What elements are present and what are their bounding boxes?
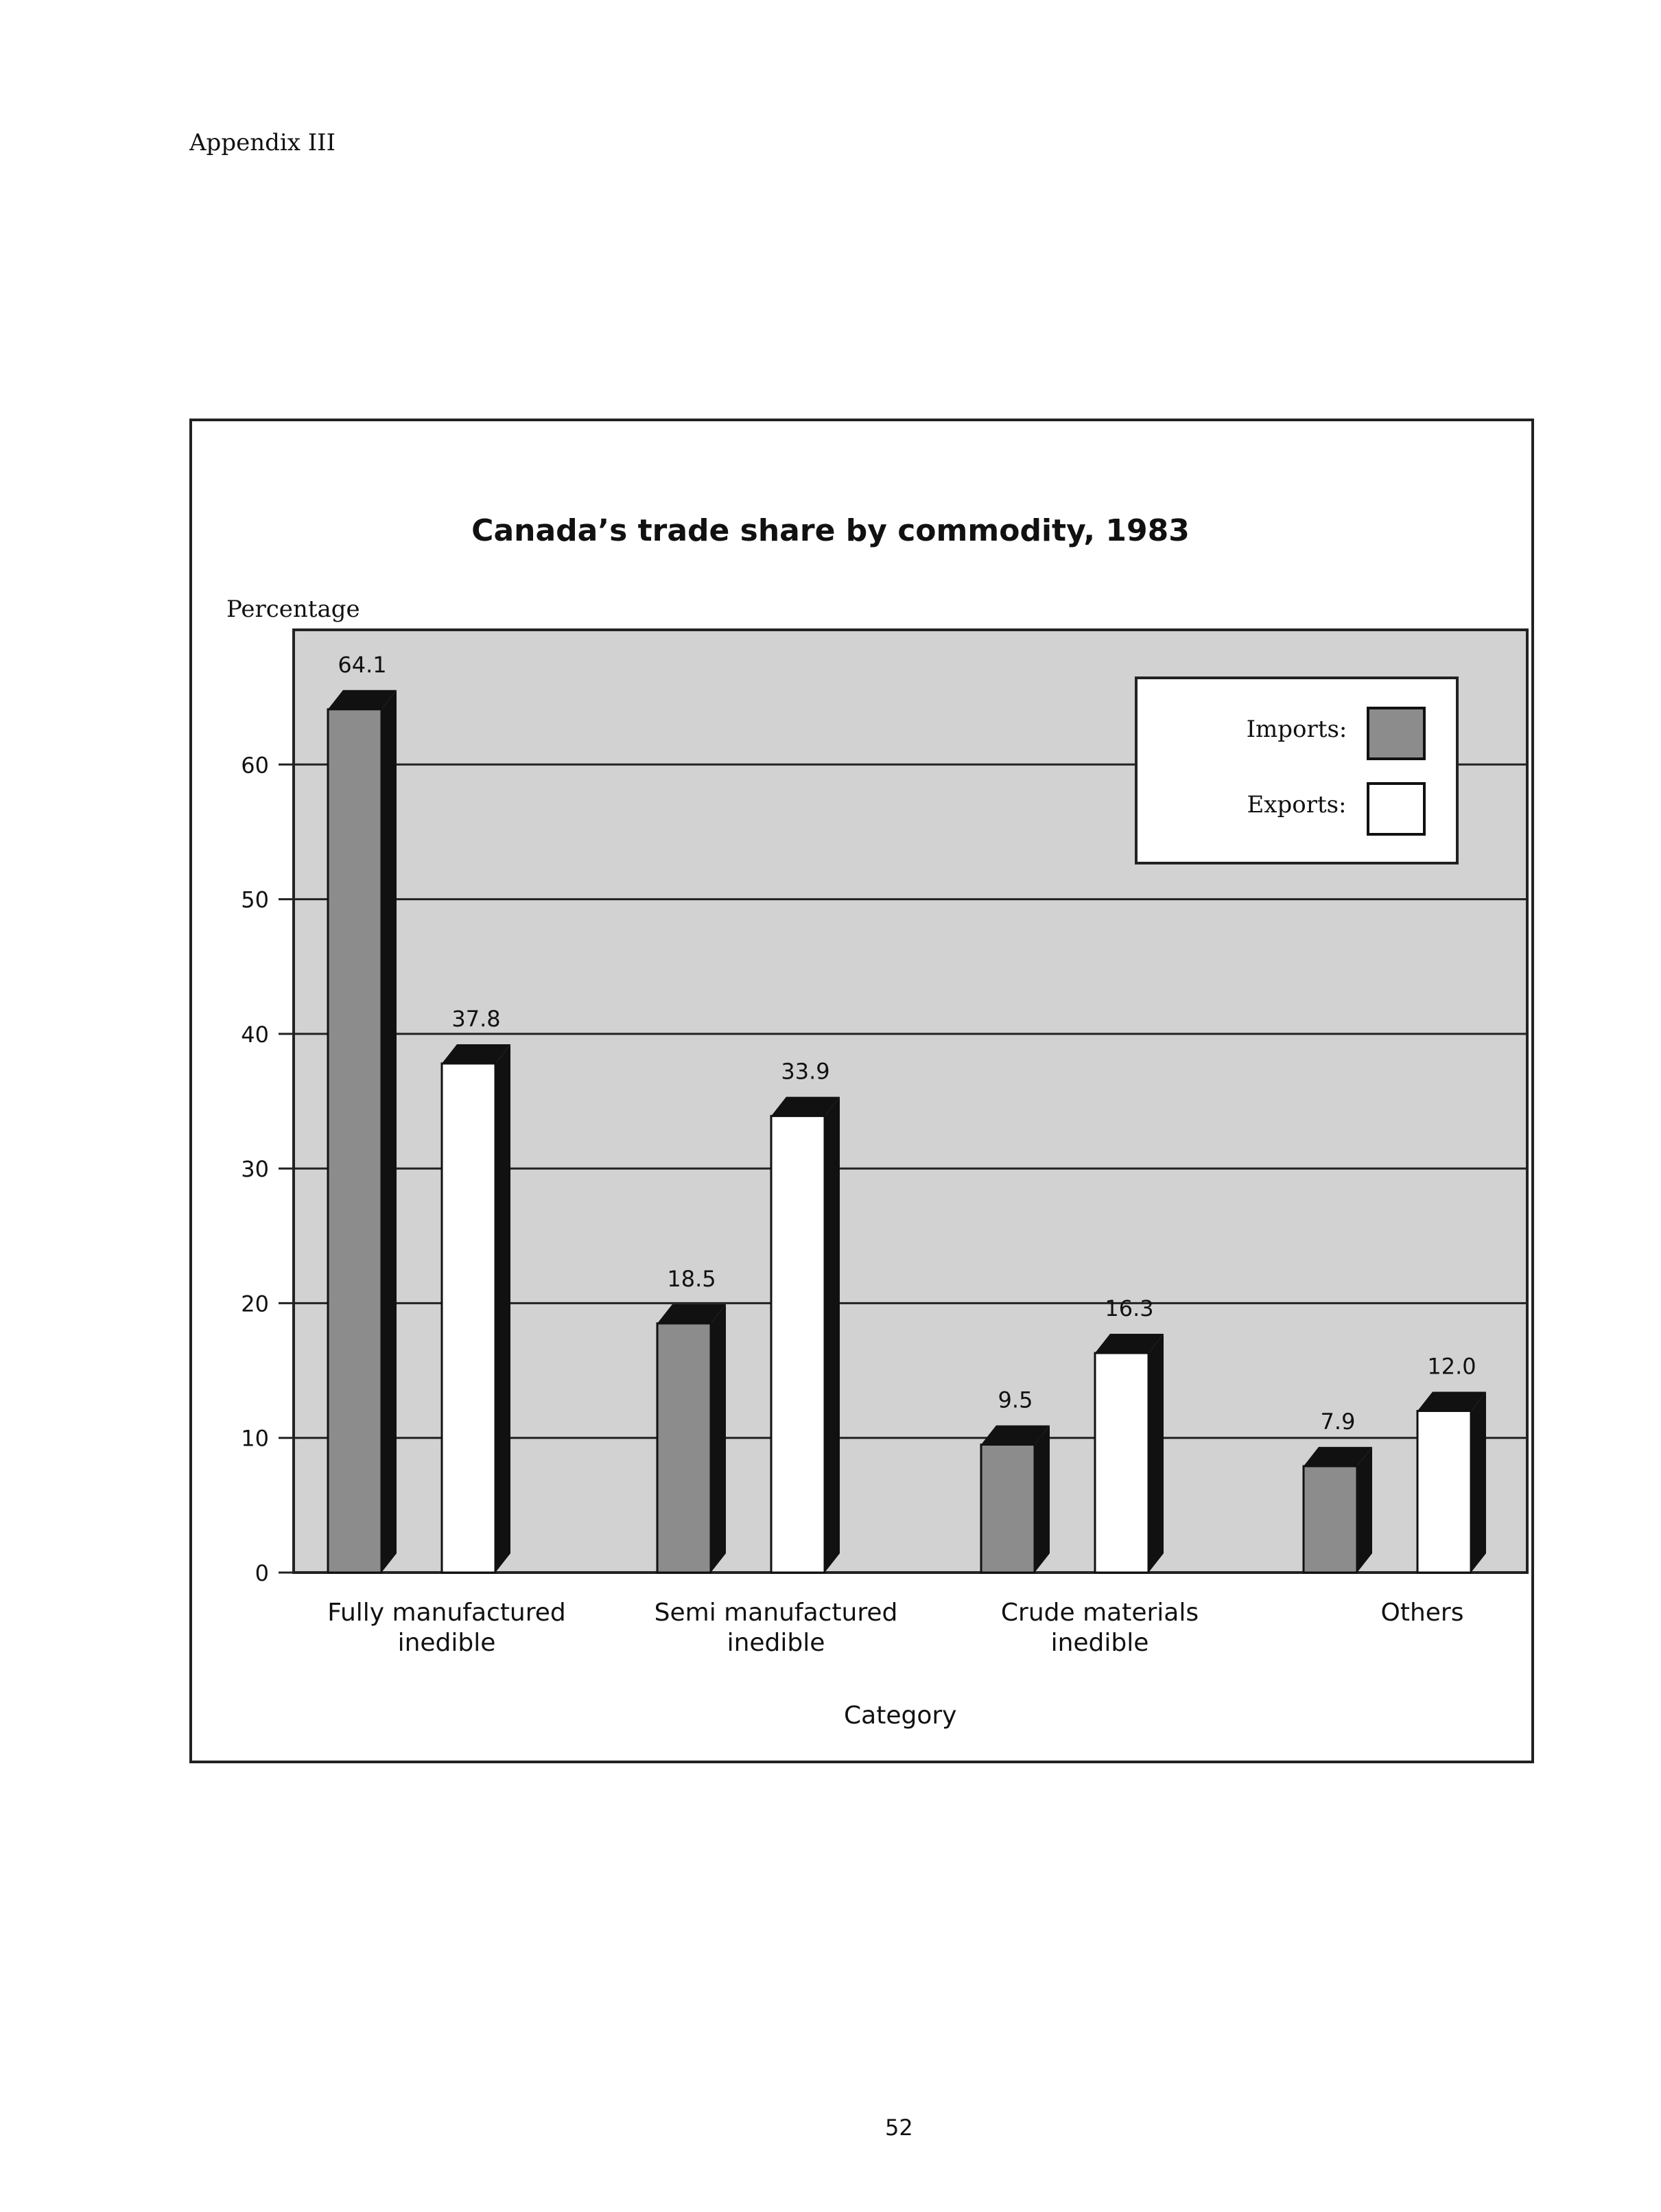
bar-exports — [1417, 1411, 1471, 1573]
bar-imports — [981, 1445, 1035, 1573]
bar-side-face — [825, 1097, 840, 1573]
y-tick-label: 30 — [241, 1156, 269, 1183]
legend-swatch — [1368, 784, 1424, 834]
y-tick-label: 0 — [255, 1560, 269, 1586]
data-label: 18.5 — [667, 1265, 716, 1292]
y-tick-label: 50 — [241, 886, 269, 913]
bar-exports — [1095, 1353, 1148, 1573]
data-label: 16.3 — [1105, 1295, 1154, 1322]
bar-exports — [771, 1116, 825, 1573]
category-label: inedible — [1050, 1629, 1149, 1657]
data-label: 64.1 — [338, 651, 387, 678]
y-tick-label: 20 — [241, 1291, 269, 1317]
bar-exports — [442, 1063, 495, 1573]
y-tick-label: 60 — [241, 752, 269, 779]
y-axis-label: Percentage — [226, 596, 360, 623]
category-label: Fully manufactured — [327, 1599, 566, 1627]
y-tick-label: 40 — [241, 1021, 269, 1048]
legend-label: Exports: — [1247, 791, 1347, 819]
bar-side-face — [1148, 1334, 1164, 1573]
category-label: Semi manufactured — [654, 1599, 898, 1627]
data-label: 9.5 — [998, 1387, 1033, 1413]
category-label: inedible — [397, 1629, 496, 1657]
x-axis-label: Category — [844, 1702, 957, 1730]
bar-side-face — [1357, 1447, 1372, 1573]
category-label: inedible — [727, 1629, 825, 1657]
page-number: 52 — [885, 2115, 913, 2141]
legend-swatch — [1368, 708, 1424, 759]
bar-side-face — [1471, 1391, 1486, 1573]
appendix-header: Appendix III — [189, 129, 336, 156]
bar-imports — [1304, 1466, 1357, 1573]
bar-side-face — [381, 690, 397, 1573]
data-label: 12.0 — [1427, 1353, 1476, 1380]
category-label: Crude materials — [1000, 1599, 1199, 1627]
bar-side-face — [495, 1044, 510, 1573]
bar-imports — [328, 709, 381, 1573]
data-label: 33.9 — [781, 1058, 830, 1085]
data-label: 7.9 — [1320, 1408, 1356, 1435]
bar-imports — [657, 1323, 711, 1573]
bar-side-face — [1035, 1426, 1050, 1573]
bar-side-face — [711, 1304, 726, 1573]
data-label: 37.8 — [451, 1006, 501, 1033]
chart-title: Canada’s trade share by commodity, 1983 — [471, 513, 1190, 548]
category-label: Others — [1380, 1599, 1464, 1627]
legend-label: Imports: — [1246, 716, 1347, 743]
y-tick-label: 10 — [241, 1425, 269, 1452]
